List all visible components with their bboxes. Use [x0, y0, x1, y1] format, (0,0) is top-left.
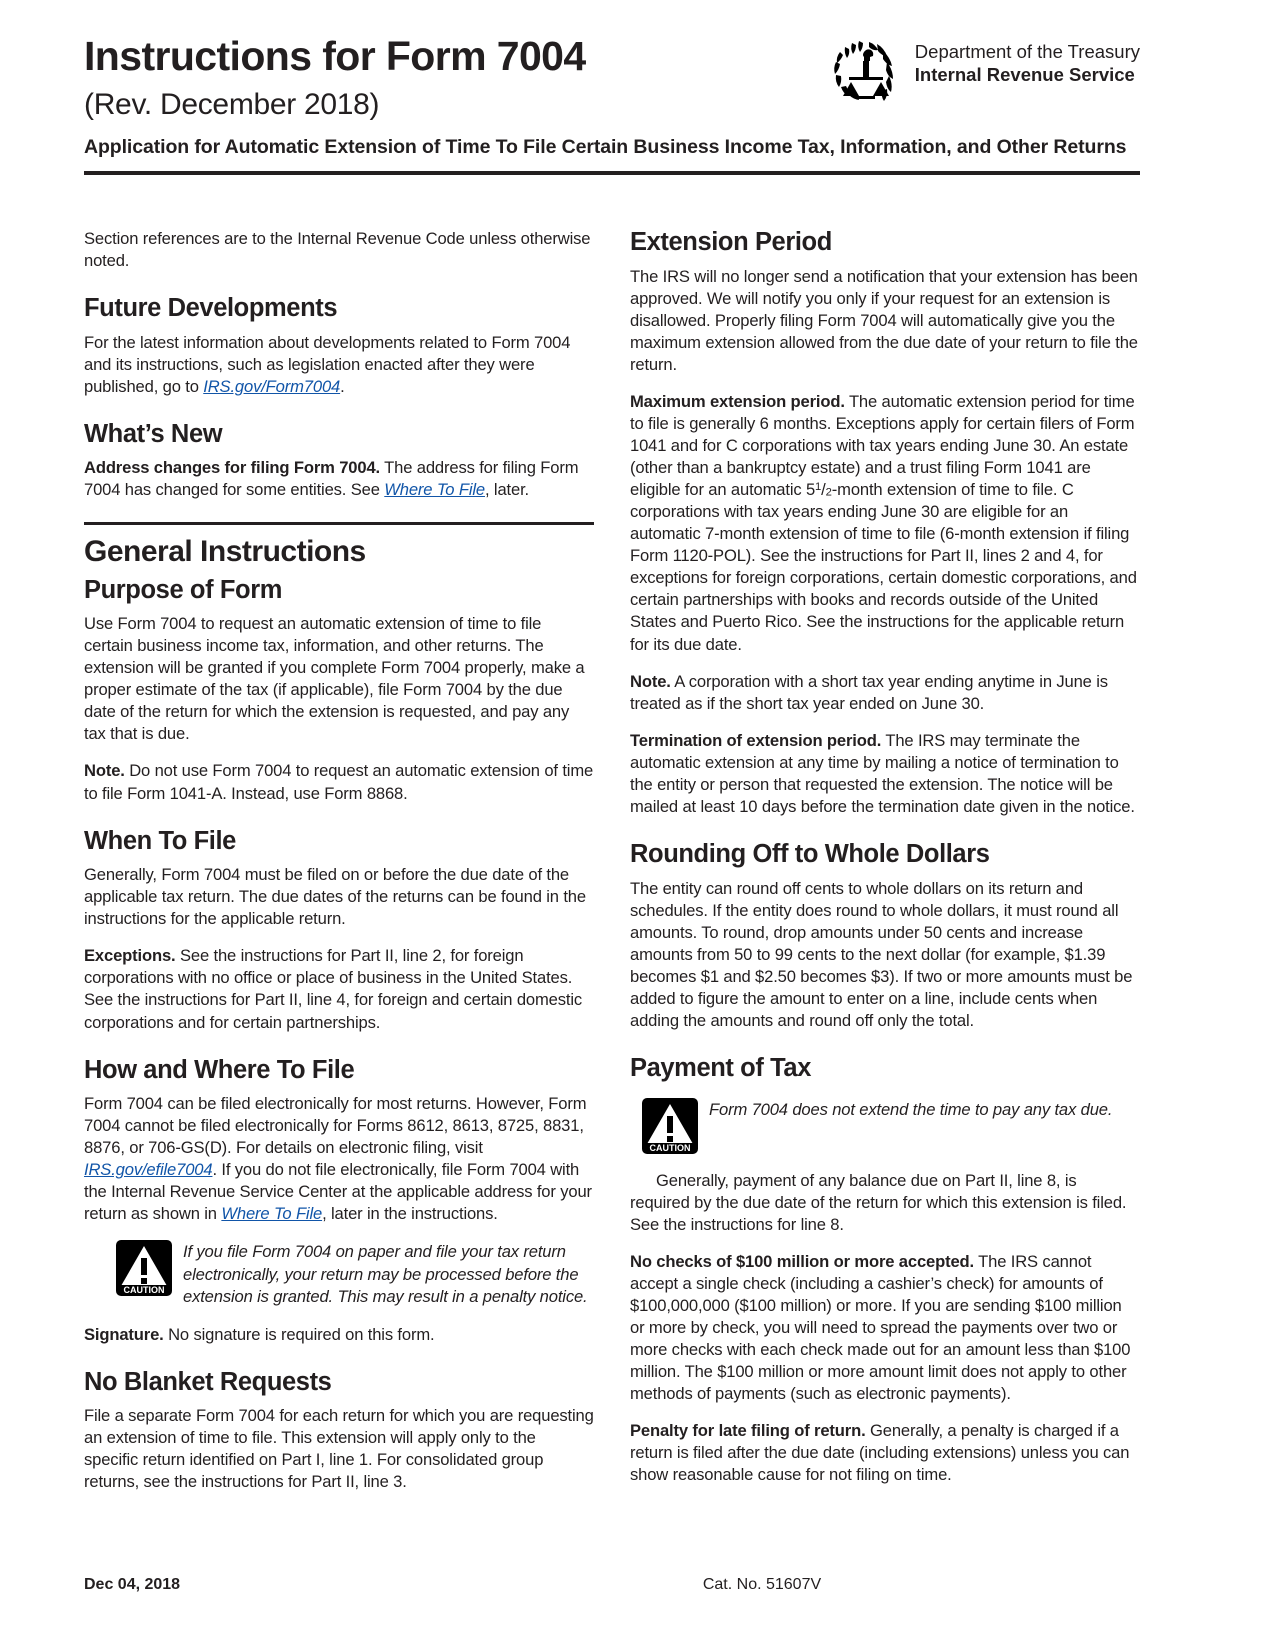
content-columns	[84, 228, 1140, 1494]
page-title: Instructions for Form 7004	[84, 33, 586, 79]
run-in-heading-exceptions: Exceptions.	[84, 946, 176, 966]
payment-of-tax-paragraph: Generally, payment of any balance due on Part II, line 8, is required by the due date of the return for which this extension is filed. See the instructions for line 8.	[630, 1170, 1127, 1234]
run-in-heading-address-changes: Address changes for filing Form 7004.	[84, 458, 380, 478]
run-in-heading-termination: Termination of extension period.	[630, 730, 882, 750]
text-run: The IRS cannot accept a single check (including a cashier’s check) for amounts of $100,000,000 ($100 million) or more. If you are sending $100 million or more by check, you will need to spread the payments over two or more checks with each check made out for an amount less than $100 million. The $100 million or more amount limit does not apply to other methods of payments (such as electronic payments).	[630, 1251, 1131, 1404]
link-irs-gov-form7004[interactable]: IRS.gov/Form7004	[203, 376, 341, 396]
caution-text-payment: Form 7004 does not extend the time to pay any tax due.	[709, 1099, 1113, 1119]
svg-text:CAUTION: CAUTION	[649, 1142, 691, 1153]
link-where-to-file-1[interactable]: Where To File	[384, 480, 485, 500]
heading-payment-of-tax: Payment of Tax	[630, 1053, 811, 1082]
extension-period-note	[630, 671, 1140, 715]
link-where-to-file-2[interactable]: Where To File	[221, 1204, 323, 1224]
page-subtitle: Application for Automatic Extension of Time To File Certain Business Income Tax, Information, and Other Returns	[84, 136, 1127, 159]
heading-rounding-off: Rounding Off to Whole Dollars	[630, 839, 990, 868]
heading-whats-new: What’s New	[84, 419, 223, 448]
header-title-block	[84, 34, 774, 121]
heading-general-instructions: General Instructions	[84, 534, 366, 568]
no-checks-paragraph	[630, 1251, 1140, 1405]
purpose-of-form-note	[84, 760, 594, 804]
caution-icon	[116, 1240, 172, 1296]
heading-future-developments: Future Developments	[84, 294, 338, 323]
text-run: , later in the instructions.	[322, 1204, 498, 1224]
link-irs-gov-efile7004[interactable]: IRS.gov/efile7004	[84, 1160, 213, 1180]
agency-department: Department of the Treasury	[914, 41, 1140, 62]
footer-catalog-number: Cat. No. 51607V	[702, 1576, 822, 1593]
heading-how-and-where-to-file: How and Where To File	[84, 1055, 355, 1084]
text-run: A corporation with a short tax year ending anytime in June is treated as if the short tax year ended on June 30.	[630, 671, 1108, 713]
run-in-heading-maximum-extension: Maximum extension period.	[630, 391, 845, 411]
text-run: Form 7004 can be filed electronically for most returns. However, Form 7004 cannot be filed electronically for Forms 8612, 8613, 8725, 8831, 8876, or 706-GS(D). For details on electronic filing, visit	[84, 1094, 587, 1158]
run-in-heading-signature: Signature.	[84, 1324, 164, 1344]
how-and-where-to-file-paragraph	[84, 1093, 594, 1225]
fraction-numerator: 1	[815, 481, 822, 494]
document-footer	[84, 1576, 1140, 1594]
text-run: -month extension of time to file. C corporations with tax years ending June 30 are eligible for an automatic 7-month extension of time to file (6-month extension if filing Form 1120-POL). See the instructions for Part II, lines 2 and 4, for exceptions for foreign corporations, certain domestic corporations, and certain partnerships with books and records outside of the United States and Puerto Rico. See the instructions for the applicable return for its due date.	[630, 480, 1137, 654]
header-divider	[84, 171, 1140, 175]
no-blanket-requests-paragraph: File a separate Form 7004 for each return for which you are requesting an extension of time to file. This extension will apply only to the specific return identified on Part I, line 1. For consolidated group returns, see the instructions for Part II, line 3.	[84, 1406, 594, 1492]
agency-block	[831, 34, 1140, 104]
rounding-paragraph: The entity can round off cents to whole dollars on its return and schedules. If the entity does round to whole dollars, it must round all amounts. To round, drop amounts under 50 cents and increase amounts from 50 to 99 cents to the next dollar (for example, $1.39 becomes $1 and $2.50 becomes $3). If two or more amounts must be added to figure the amount to enter on a line, include cents when adding the amounts and round off only the total.	[630, 878, 1133, 1030]
whats-new-paragraph	[84, 457, 594, 501]
text-run: The automatic extension period for time to file is generally 6 months. Exceptions apply for certain filers of Form 1041 and for C corporations with tax years ending June 30. An estate (other than a bankruptcy estate) and a trust filing Form 1041 are eligible for an automatic 5	[630, 391, 1135, 500]
text-run: The address for filing Form 7004 has changed for some entities. See	[84, 458, 579, 500]
maximum-extension-period-paragraph	[630, 391, 1140, 656]
text-run: The IRS may terminate the automatic extension at any time by mailing a notice of termination to the entity or person that requested the extension. The notice will be mailed at least 10 days before the termination date given in the notice.	[630, 730, 1135, 816]
signature-paragraph	[84, 1324, 594, 1346]
section-reference-note: Section references are to the Internal Revenue Code unless otherwise noted.	[84, 229, 591, 271]
run-in-heading-penalty: Penalty for late filing of return.	[630, 1421, 866, 1441]
termination-of-extension-paragraph	[630, 730, 1140, 818]
caution-callout-paper-filing	[84, 1240, 594, 1307]
text-run: See the instructions for Part II, line 2, for foreign corporations with no office or place of business in the United States. See the instructions for Part II, line 4, for foreign and certain domestic corporations and for certain partnerships.	[84, 946, 583, 1032]
caution-text-paper-filing: If you file Form 7004 on paper and file your tax return electronically, your return may be processed before the extension is granted. This may result in a penalty notice.	[183, 1242, 588, 1306]
heading-extension-period: Extension Period	[630, 228, 832, 256]
text-run: Do not use Form 7004 to request an automatic extension of time to file Form 1041-A. Instead, use Form 8868.	[84, 761, 594, 803]
run-in-heading-note-2: Note.	[630, 671, 671, 691]
heading-no-blanket-requests: No Blanket Requests	[84, 1367, 332, 1396]
fraction-denominator: 2	[825, 486, 832, 499]
extension-period-paragraph: The IRS will no longer send a notification that your extension has been approved. We will notify you only if your request for an extension is disallowed. Properly filing Form 7004 will automatically give you the maximum extension allowed from the due date of your return to file the return.	[630, 266, 1138, 374]
text-run: .	[340, 376, 345, 396]
heading-when-to-file: When To File	[84, 826, 236, 855]
right-column	[630, 228, 1140, 1494]
footer-date: Dec 04, 2018	[84, 1576, 181, 1593]
future-developments-paragraph	[84, 332, 594, 398]
text-run: . If you do not file electronically, file Form 7004 with the Internal Revenue Service Center at the applicable address for your return as shown in	[84, 1160, 592, 1224]
run-in-heading-note: Note.	[84, 761, 125, 781]
when-to-file-paragraph: Generally, Form 7004 must be filed on or before the due date of the applicable tax return. The due dates of the returns can be found in the instructions for the applicable return.	[84, 865, 586, 929]
caution-callout-payment	[630, 1098, 1140, 1154]
run-in-heading-no-checks: No checks of $100 million or more accepted.	[630, 1251, 974, 1271]
document-header	[84, 34, 1140, 175]
agency-text	[915, 38, 1140, 86]
text-run: , later.	[485, 480, 529, 500]
left-column	[84, 228, 594, 1494]
general-instructions-divider	[84, 522, 594, 525]
text-run: For the latest information about developments related to Form 7004 and its instructions, such as legislation enacted after they were published, go to	[84, 332, 571, 396]
agency-name: Internal Revenue Service	[914, 63, 1135, 85]
caution-icon	[642, 1098, 698, 1154]
heading-purpose-of-form: Purpose of Form	[84, 575, 283, 604]
text-run: Generally, a penalty is charged if a return is filed after the due date (including extensions) unless you can show reasonable cause for not filing on time.	[630, 1421, 1130, 1485]
irs-eagle-scales-seal-icon	[831, 38, 901, 104]
when-to-file-exceptions	[84, 945, 594, 1033]
svg-text:CAUTION: CAUTION	[123, 1285, 165, 1296]
purpose-of-form-paragraph: Use Form 7004 to request an automatic extension of time to file certain business income tax, information, and other returns. The extension will be granted if you complete Form 7004 properly, make a proper estimate of the tax (if applicable), file Form 7004 by the due date of the return for which the extension is requested, and pay any tax that is due.	[84, 614, 585, 744]
penalty-for-late-filing-paragraph	[630, 1420, 1140, 1486]
fraction-separator: /	[821, 480, 826, 500]
text-run: No signature is required on this form.	[163, 1324, 435, 1344]
revision-date: (Rev. December 2018)	[84, 88, 380, 122]
